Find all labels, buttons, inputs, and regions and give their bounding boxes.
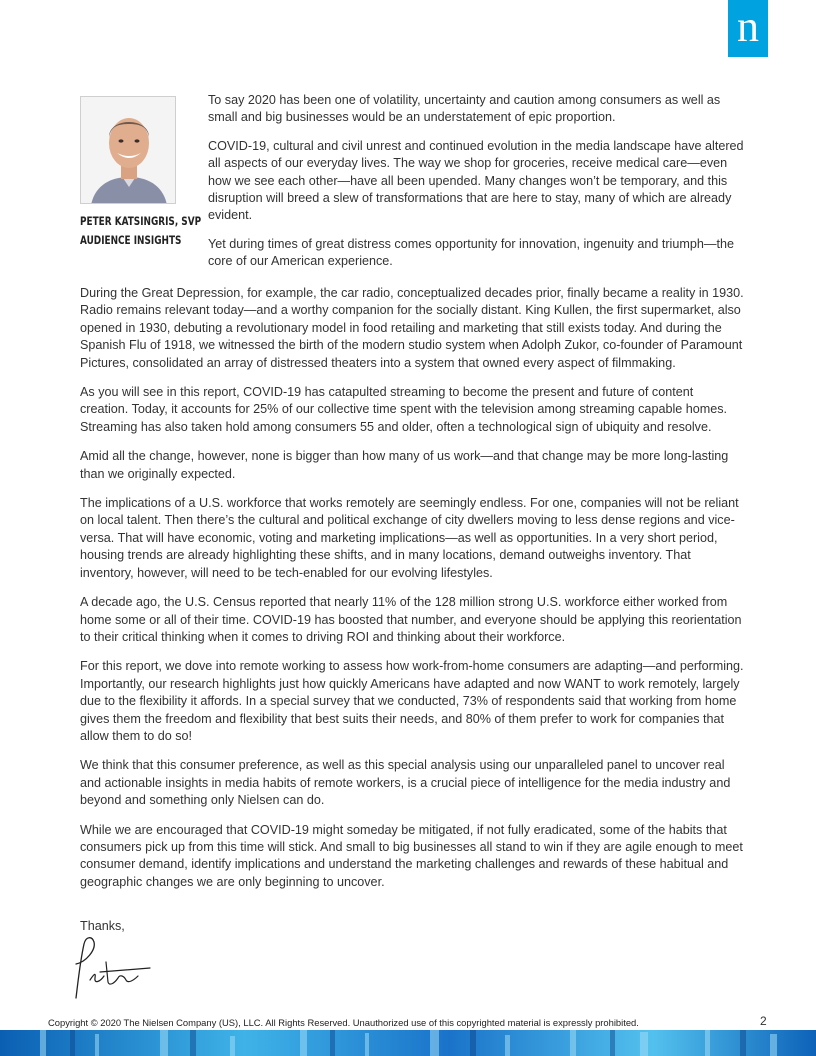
body-paragraph: A decade ago, the U.S. Census reported that nearly 11% of the 128 million strong U.S. workforce either worked from home some or all of their time. COVID-19 has boosted that number, and everyone should be applying this reorientation to their critical thinking when it comes to driving ROI and thinking about their workforce. xyxy=(80,595,742,644)
nielsen-logo xyxy=(728,0,768,57)
signature xyxy=(62,932,162,1002)
intro-paragraph: COVID-19, cultural and civil unrest and continued evolution in the media landscape have altered all aspects of our everyday lives. The way we shop for groceries, receive medical care—even how we see each other—have all been upended. Many changes won’t be temporary, and this disruption will breed a slew of transformations that are here to stay, many of which are already evident. xyxy=(208,138,744,223)
intro-paragraph: Yet during times of great distress comes opportunity for innovation, ingenuity and triumph—the core of our American experience. xyxy=(208,236,734,269)
body-paragraph: Amid all the change, however, none is bigger than how many of us work—and that change may be more long-lasting than we originally expected. xyxy=(80,449,729,481)
body-paragraph: During the Great Depression, for example, the car radio, conceptualized decades prior, finally became a reality in 1930. Radio remains relevant today—and a worthy companion for the socially distant. King Kullen, the first supermarket, also opened in 1930, debuting a revolutionary model in food retailing and marketing that still exists today. And during the Spanish Flu of 1918, we witnessed the birth of the modern studio system when Adolph Zukor, co-founder of Paramount Pictures, consolidated an array of distressed theaters into a system that owned every aspect of filmmaking. xyxy=(80,286,744,370)
body-paragraph: As you will see in this report, COVID-19 has catapulted streaming to become the present and future of content creation. Today, it accounts for 25% of our collective time spent with the television among streaming capable homes. Streaming has also taken hold among consumers 55 and older, often a technological sign of ubiquity and resolve. xyxy=(80,385,728,434)
closing-text: Thanks, xyxy=(80,919,125,933)
body-paragraph: We think that this consumer preference, as well as this special analysis using our unparalleled panel to uncover real and actionable insights in media habits of remote workers, is a crucial piece of intelligence for the media industry and beyond and something only Nielsen can do. xyxy=(80,758,731,808)
body-paragraph: The implications of a U.S. workforce that works remotely are seemingly endless. For one, companies will not be reliant on local talent. Then there’s the cultural and political exchange of city dwellers moving to less dense regions and vice-versa. That will have economic, voting and marketing implications—as well as opportunities. In a very short period, housing trends are already highlighting these shifts, and in many locations, demand outweighs inventory. That inventory, however, will need to be tech-enabled for our evolving lifestyles. xyxy=(80,496,739,580)
copyright-notice: Copyright © 2020 The Nielsen Company (US), LLC. All Rights Reserved. Unauthorized use of this copyrighted material is expressly prohibited. xyxy=(48,1017,639,1028)
page-number: 2 xyxy=(760,1014,767,1028)
author-caption xyxy=(80,212,202,250)
author-name: PETER KATSINGRIS, SVP xyxy=(80,214,202,228)
logo-letter: n xyxy=(737,1,759,51)
body-paragraph: For this report, we dove into remote working to assess how work-from-home consumers are adapting—and performing. Importantly, our research highlights just how quickly Americans have adapted and now WANT to work remotely, largely due to the flexibility it affords. In a special survey that we conducted, 73% of respondents said that working from home gives them the freedom and flexibility that best suits their needs, and 80% of them prefer to work for companies that allow them to do so! xyxy=(80,659,744,743)
author-photo xyxy=(80,96,176,204)
decorative-footer-strip xyxy=(0,1030,816,1056)
body-paragraph: While we are encouraged that COVID-19 might someday be mitigated, if not fully eradicated, some of the habits that consumers pick up from this time will stick. And small to big businesses all stand to win if they are agile enough to meet consumer demand, identify implications and understand the marketing challenges and rewards of these habitual and geographic changes we are only beginning to uncover. xyxy=(80,822,743,889)
intro-paragraph: To say 2020 has been one of volatility, uncertainty and caution among consumers as well as small and big businesses would be an understatement of epic proportion. xyxy=(208,93,721,125)
author-title: AUDIENCE INSIGHTS xyxy=(80,233,182,247)
letter-body xyxy=(80,285,744,903)
intro-section xyxy=(208,92,748,282)
